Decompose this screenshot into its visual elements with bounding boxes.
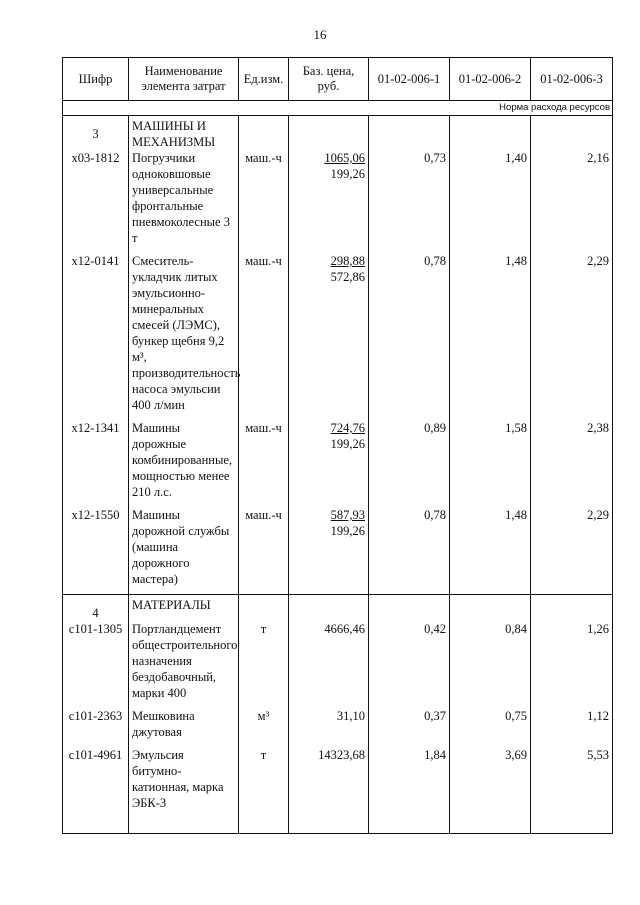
norm-value-1: 1,84 [369, 747, 450, 834]
price-cell [289, 747, 369, 834]
resource-unit: маш.-ч [239, 150, 289, 253]
resource-code: с101-1305 [63, 621, 129, 708]
norm-row [63, 101, 613, 116]
resource-name: Эмульсия битумно-катионная, марка ЭБК-3 [129, 747, 239, 834]
resource-name: Погрузчики одноковшовые универсальные фронтальные пневмоколесные 3 т [129, 150, 239, 253]
resource-code: с101-2363 [63, 708, 129, 747]
resource-unit: маш.-ч [239, 253, 289, 420]
header-row [63, 58, 613, 101]
empty-cell [239, 116, 289, 151]
section-title: МАШИНЫ И МЕХАНИЗМЫ [129, 116, 239, 151]
price-base: 298,88 [330, 254, 365, 268]
norm-value-3: 2,29 [531, 253, 613, 420]
price-base: 31,10 [336, 709, 365, 723]
resource-norms-table [62, 57, 613, 834]
empty-cell [289, 116, 369, 151]
resource-unit: т [239, 621, 289, 708]
norm-value-1: 0,78 [369, 253, 450, 420]
empty-cell [369, 116, 450, 151]
resource-code: с101-4961 [63, 747, 129, 834]
norm-value-1: 0,42 [369, 621, 450, 708]
price-cell [289, 253, 369, 420]
norm-value-3: 1,12 [531, 708, 613, 747]
price-cell [289, 708, 369, 747]
price-cell [289, 150, 369, 253]
norm-value-2: 1,58 [450, 420, 531, 507]
price-wage: 199,26 [330, 437, 365, 451]
page-number: 16 [313, 27, 327, 42]
norm-label: Норма расхода ресурсов [63, 101, 613, 116]
norm-value-2: 3,69 [450, 747, 531, 834]
empty-cell [531, 116, 613, 151]
resource-name: Портландцемент общестроительного назначения бездобавочный, марки 400 [129, 621, 239, 708]
table-row [63, 708, 613, 747]
resource-name: Мешковина джутовая [129, 708, 239, 747]
norm-value-3: 1,26 [531, 621, 613, 708]
empty-cell [369, 595, 450, 622]
norm-value-3: 2,29 [531, 507, 613, 595]
price-wage: 199,26 [330, 167, 365, 181]
table-row [63, 747, 613, 834]
norm-value-1: 0,89 [369, 420, 450, 507]
header-unit: Ед.изм. [239, 58, 289, 101]
resource-unit: маш.-ч [239, 420, 289, 507]
section-row [63, 595, 613, 622]
resource-unit: т [239, 747, 289, 834]
resource-code: х12-0141 [63, 253, 129, 420]
price-cell [289, 507, 369, 595]
price-base: 724,76 [330, 421, 365, 435]
resource-code: х03-1812 [63, 150, 129, 253]
price-base: 14323,68 [318, 748, 365, 762]
header-name: Наименование элемента затрат [129, 58, 239, 101]
norm-value-2: 1,48 [450, 253, 531, 420]
table-body [63, 116, 613, 834]
section-title: МАТЕРИАЛЫ [129, 595, 239, 622]
price-wage: 572,86 [330, 270, 365, 284]
empty-cell [531, 595, 613, 622]
norm-value-3: 2,38 [531, 420, 613, 507]
empty-cell [450, 595, 531, 622]
table-row [63, 507, 613, 595]
resource-name: Машины дорожные комбинированные, мощностью менее 210 л.с. [129, 420, 239, 507]
header-price: Баз. цена, руб. [289, 58, 369, 101]
price-cell [289, 420, 369, 507]
section-number: 3 [63, 116, 129, 151]
section-number: 4 [63, 595, 129, 622]
norm-value-2: 0,75 [450, 708, 531, 747]
resource-code: х12-1341 [63, 420, 129, 507]
norm-value-2: 1,40 [450, 150, 531, 253]
section-row [63, 116, 613, 151]
resource-name: Машины дорожной службы (машина дорожного мастера) [129, 507, 239, 595]
norm-value-2: 1,48 [450, 507, 531, 595]
norm-value-3: 2,16 [531, 150, 613, 253]
header-code: Шифр [63, 58, 129, 101]
norm-value-1: 0,78 [369, 507, 450, 595]
header-col2: 01-02-006-2 [450, 58, 531, 101]
table-row [63, 420, 613, 507]
norm-value-2: 0,84 [450, 621, 531, 708]
empty-cell [450, 116, 531, 151]
resource-code: х12-1550 [63, 507, 129, 595]
header-col1: 01-02-006-1 [369, 58, 450, 101]
price-base: 4666,46 [324, 622, 365, 636]
resource-unit: маш.-ч [239, 507, 289, 595]
resource-name: Смеситель-укладчик литых эмульсионно-минеральных смесей (ЛЭМС), бункер щебня 9,2 м³, производительность насоса эмульсии 400 л/мин [129, 253, 239, 420]
empty-cell [289, 595, 369, 622]
header-col3: 01-02-006-3 [531, 58, 613, 101]
table-row [63, 253, 613, 420]
norm-value-3: 5,53 [531, 747, 613, 834]
empty-cell [239, 595, 289, 622]
price-base: 587,93 [330, 508, 365, 522]
table-row [63, 150, 613, 253]
resource-unit: м³ [239, 708, 289, 747]
price-wage: 199,26 [330, 524, 365, 538]
norm-value-1: 0,73 [369, 150, 450, 253]
norm-value-1: 0,37 [369, 708, 450, 747]
table-row [63, 621, 613, 708]
price-base: 1065,06 [324, 151, 365, 165]
price-cell [289, 621, 369, 708]
